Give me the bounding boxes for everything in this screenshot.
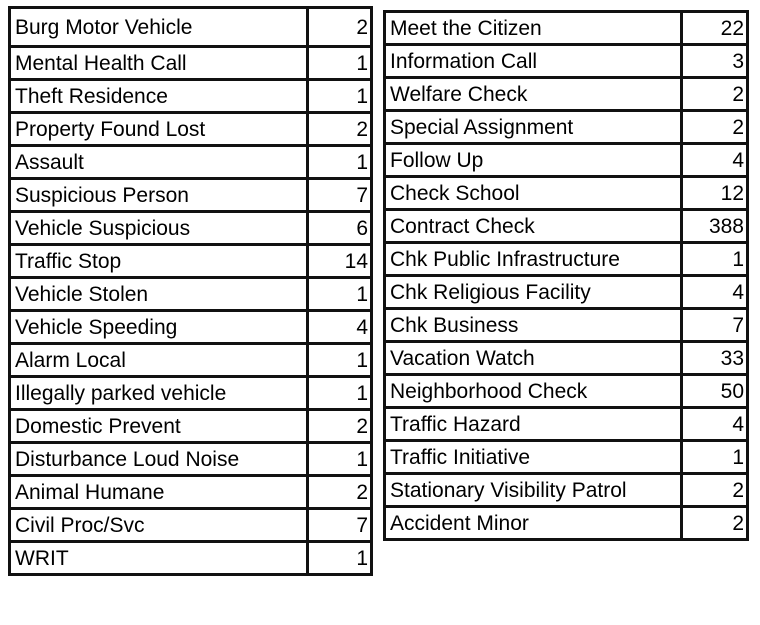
table-row [10, 443, 372, 476]
call-count-cell: 1 [308, 542, 372, 575]
call-count-cell: 2 [682, 474, 748, 507]
table-row [10, 311, 372, 344]
call-count-cell: 1 [308, 47, 372, 80]
table-row [385, 408, 748, 441]
call-count-cell: 22 [682, 12, 748, 45]
call-type-cell: Disturbance Loud Noise [10, 443, 308, 476]
call-count-cell: 1 [308, 443, 372, 476]
table-row [385, 210, 748, 243]
call-type-cell: Traffic Initiative [385, 441, 682, 474]
call-count-cell: 7 [682, 309, 748, 342]
call-type-cell: Domestic Prevent [10, 410, 308, 443]
call-count-cell: 4 [682, 408, 748, 441]
call-type-cell: Traffic Stop [10, 245, 308, 278]
call-count-cell: 1 [308, 377, 372, 410]
call-count-cell: 12 [682, 177, 748, 210]
call-count-cell: 3 [682, 45, 748, 78]
call-type-table-right [383, 10, 749, 541]
call-type-cell: Vehicle Speeding [10, 311, 308, 344]
call-type-cell: Information Call [385, 45, 682, 78]
call-type-cell: Accident Minor [385, 507, 682, 540]
table-row [385, 474, 748, 507]
call-count-cell: 7 [308, 179, 372, 212]
table-row [385, 507, 748, 540]
call-count-cell: 7 [308, 509, 372, 542]
table-row [385, 12, 748, 45]
call-type-cell: Chk Public Infrastructure [385, 243, 682, 276]
call-type-cell: Illegally parked vehicle [10, 377, 308, 410]
table-row [385, 78, 748, 111]
table-row [10, 542, 372, 575]
table-row [10, 212, 372, 245]
call-type-cell: Special Assignment [385, 111, 682, 144]
table-row [10, 179, 372, 212]
table-row [385, 375, 748, 408]
table-row [10, 410, 372, 443]
call-type-cell: Contract Check [385, 210, 682, 243]
table-row [385, 111, 748, 144]
call-type-cell: Stationary Visibility Patrol [385, 474, 682, 507]
table-row [10, 377, 372, 410]
call-type-cell: Traffic Hazard [385, 408, 682, 441]
call-type-cell: Vehicle Suspicious [10, 212, 308, 245]
call-count-cell: 14 [308, 245, 372, 278]
call-count-cell: 1 [682, 243, 748, 276]
call-type-cell: Civil Proc/Svc [10, 509, 308, 542]
table-row [10, 476, 372, 509]
call-count-cell: 6 [308, 212, 372, 245]
call-count-cell: 1 [308, 80, 372, 113]
call-type-cell: Alarm Local [10, 344, 308, 377]
call-count-cell: 1 [308, 146, 372, 179]
table-row [10, 47, 372, 80]
call-type-cell: WRIT [10, 542, 308, 575]
call-type-cell: Mental Health Call [10, 47, 308, 80]
table-row [385, 243, 748, 276]
call-count-cell: 2 [308, 476, 372, 509]
call-type-cell: Chk Religious Facility [385, 276, 682, 309]
call-count-cell: 4 [308, 311, 372, 344]
call-type-cell: Vacation Watch [385, 342, 682, 375]
call-type-cell: Chk Business [385, 309, 682, 342]
table-row [10, 146, 372, 179]
table-row [10, 80, 372, 113]
call-type-table-left [8, 6, 373, 576]
table-row [10, 509, 372, 542]
call-type-cell: Check School [385, 177, 682, 210]
call-count-cell: 4 [682, 276, 748, 309]
table-row [385, 45, 748, 78]
call-count-cell: 50 [682, 375, 748, 408]
table-row [385, 144, 748, 177]
call-type-cell: Follow Up [385, 144, 682, 177]
call-type-cell: Assault [10, 146, 308, 179]
table-row [385, 342, 748, 375]
call-type-cell: Theft Residence [10, 80, 308, 113]
call-type-cell: Suspicious Person [10, 179, 308, 212]
call-type-cell: Burg Motor Vehicle [10, 8, 308, 47]
table-row [10, 8, 372, 47]
table-row [10, 278, 372, 311]
table-row [10, 113, 372, 146]
call-count-cell: 388 [682, 210, 748, 243]
call-type-cell: Neighborhood Check [385, 375, 682, 408]
call-count-cell: 2 [682, 111, 748, 144]
call-type-cell: Vehicle Stolen [10, 278, 308, 311]
call-count-cell: 4 [682, 144, 748, 177]
call-type-cell: Meet the Citizen [385, 12, 682, 45]
call-count-cell: 2 [308, 113, 372, 146]
call-count-cell: 1 [308, 278, 372, 311]
table-row [385, 309, 748, 342]
table-row [10, 245, 372, 278]
table-row [10, 344, 372, 377]
call-count-cell: 2 [682, 78, 748, 111]
table-row [385, 441, 748, 474]
call-count-cell: 2 [682, 507, 748, 540]
call-count-cell: 33 [682, 342, 748, 375]
call-count-cell: 2 [308, 8, 372, 47]
call-count-cell: 1 [308, 344, 372, 377]
table-row [385, 276, 748, 309]
table-row [385, 177, 748, 210]
call-type-cell: Welfare Check [385, 78, 682, 111]
call-type-cell: Property Found Lost [10, 113, 308, 146]
call-count-cell: 2 [308, 410, 372, 443]
call-type-cell: Animal Humane [10, 476, 308, 509]
call-count-cell: 1 [682, 441, 748, 474]
